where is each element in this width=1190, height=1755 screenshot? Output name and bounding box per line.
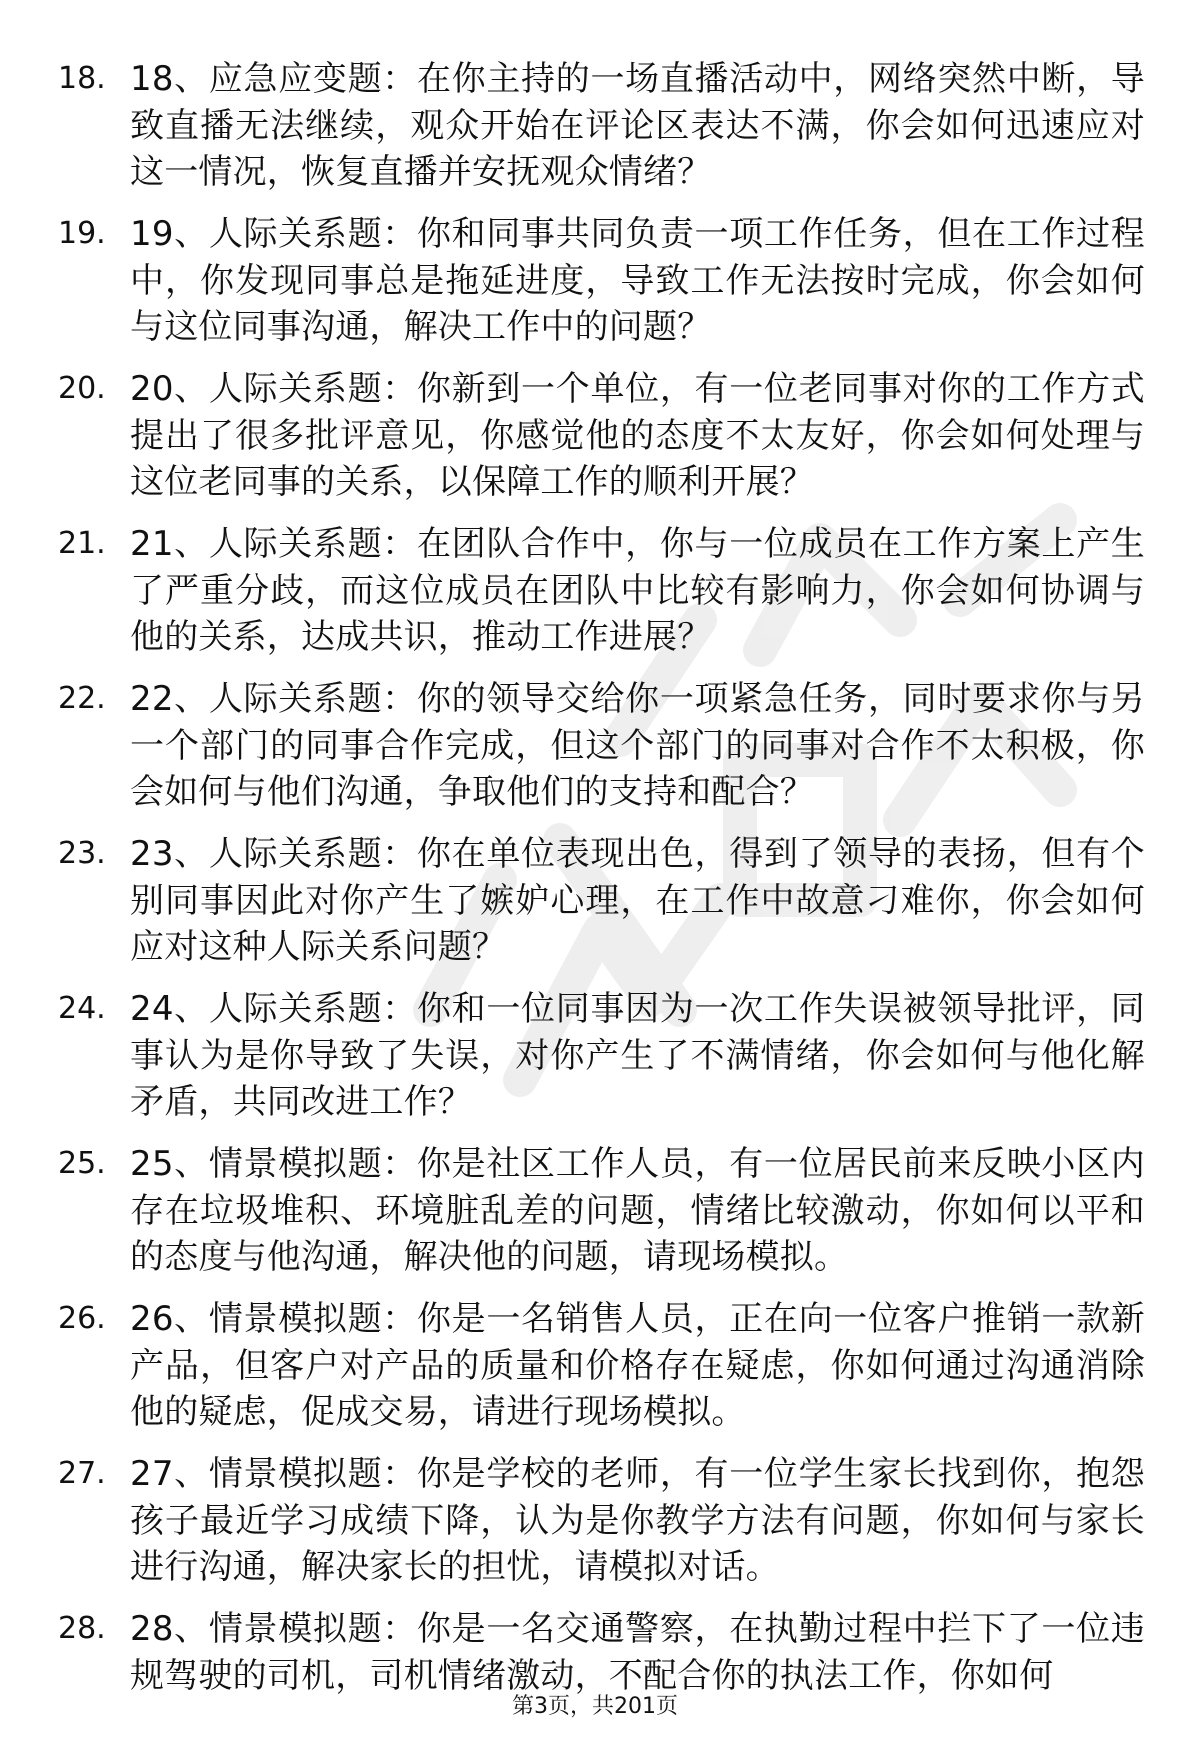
question-item — [0, 515, 1190, 670]
question-item — [0, 360, 1190, 515]
question-text: 21、人际关系题：在团队合作中，你与一位成员在工作方案上产生了严重分歧，而这位成员在团队中比较有影响力，你会如何协调与他的关系，达成共识，推动工作进展？ — [130, 524, 1145, 657]
question-text: 27、情景模拟题：你是学校的老师，有一位学生家长找到你，抱怨孩子最近学习成绩下降，认为是你教学方法有问题，你如何与家长进行沟通，解决家长的担忧，请模拟对话。 — [130, 1454, 1145, 1587]
question-item — [0, 1600, 1190, 1755]
question-text: 19、人际关系题：你和同事共同负责一项工作任务，但在工作过程中，你发现同事总是拖延进度，导致工作无法按时完成，你会如何与这位同事沟通，解决工作中的问题？ — [130, 214, 1145, 347]
question-text: 24、人际关系题：你和一位同事因为一次工作失误被领导批评，同事认为是你导致了失误，对你产生了不满情绪，你会如何与他化解矛盾，共同改进工作？ — [130, 989, 1145, 1122]
page-footer: 第3页，共201页 — [512, 1694, 678, 1719]
question-number: 27. — [58, 1456, 106, 1491]
question-number: 20. — [58, 371, 106, 406]
question-item — [0, 1445, 1190, 1600]
question-item — [0, 670, 1190, 825]
question-item — [0, 1290, 1190, 1445]
question-item — [0, 50, 1190, 205]
question-number: 26. — [58, 1301, 106, 1336]
question-number: 22. — [58, 681, 106, 716]
question-text: 20、人际关系题：你新到一个单位，有一位老同事对你的工作方式提出了很多批评意见，你感觉他的态度不太友好，你会如何处理与这位老同事的关系，以保障工作的顺利开展？ — [130, 369, 1145, 502]
question-item — [0, 825, 1190, 980]
question-number: 28. — [58, 1611, 106, 1646]
question-number: 25. — [58, 1146, 106, 1181]
question-number: 21. — [58, 526, 106, 561]
question-list — [0, 50, 1190, 1755]
question-item — [0, 205, 1190, 360]
question-number: 19. — [58, 216, 106, 251]
question-text: 23、人际关系题：你在单位表现出色，得到了领导的表扬，但有个别同事因此对你产生了嫉妒心理，在工作中故意刁难你，你会如何应对这种人际关系问题？ — [130, 834, 1145, 967]
question-number: 18. — [58, 61, 106, 96]
question-item — [0, 980, 1190, 1135]
question-number: 24. — [58, 991, 106, 1026]
question-item — [0, 1135, 1190, 1290]
question-text: 26、情景模拟题：你是一名销售人员，正在向一位客户推销一款新产品，但客户对产品的质量和价格存在疑虑，你如何通过沟通消除他的疑虑，促成交易，请进行现场模拟。 — [130, 1299, 1145, 1432]
question-text: 18、应急应变题：在你主持的一场直播活动中，网络突然中断，导致直播无法继续，观众开始在评论区表达不满，你会如何迅速应对这一情况，恢复直播并安抚观众情绪？ — [130, 59, 1145, 192]
question-number: 23. — [58, 836, 106, 871]
question-text: 28、情景模拟题：你是一名交通警察，在执勤过程中拦下了一位违规驾驶的司机，司机情绪激动，不配合你的执法工作，你如何 — [130, 1609, 1145, 1696]
question-text: 22、人际关系题：你的领导交给你一项紧急任务，同时要求你与另一个部门的同事合作完成，但这个部门的同事对合作不太积极，你会如何与他们沟通，争取他们的支持和配合？ — [130, 679, 1145, 812]
question-text: 25、情景模拟题：你是社区工作人员，有一位居民前来反映小区内存在垃圾堆积、环境脏乱差的问题，情绪比较激动，你如何以平和的态度与他沟通，解决他的问题，请现场模拟。 — [130, 1144, 1145, 1277]
